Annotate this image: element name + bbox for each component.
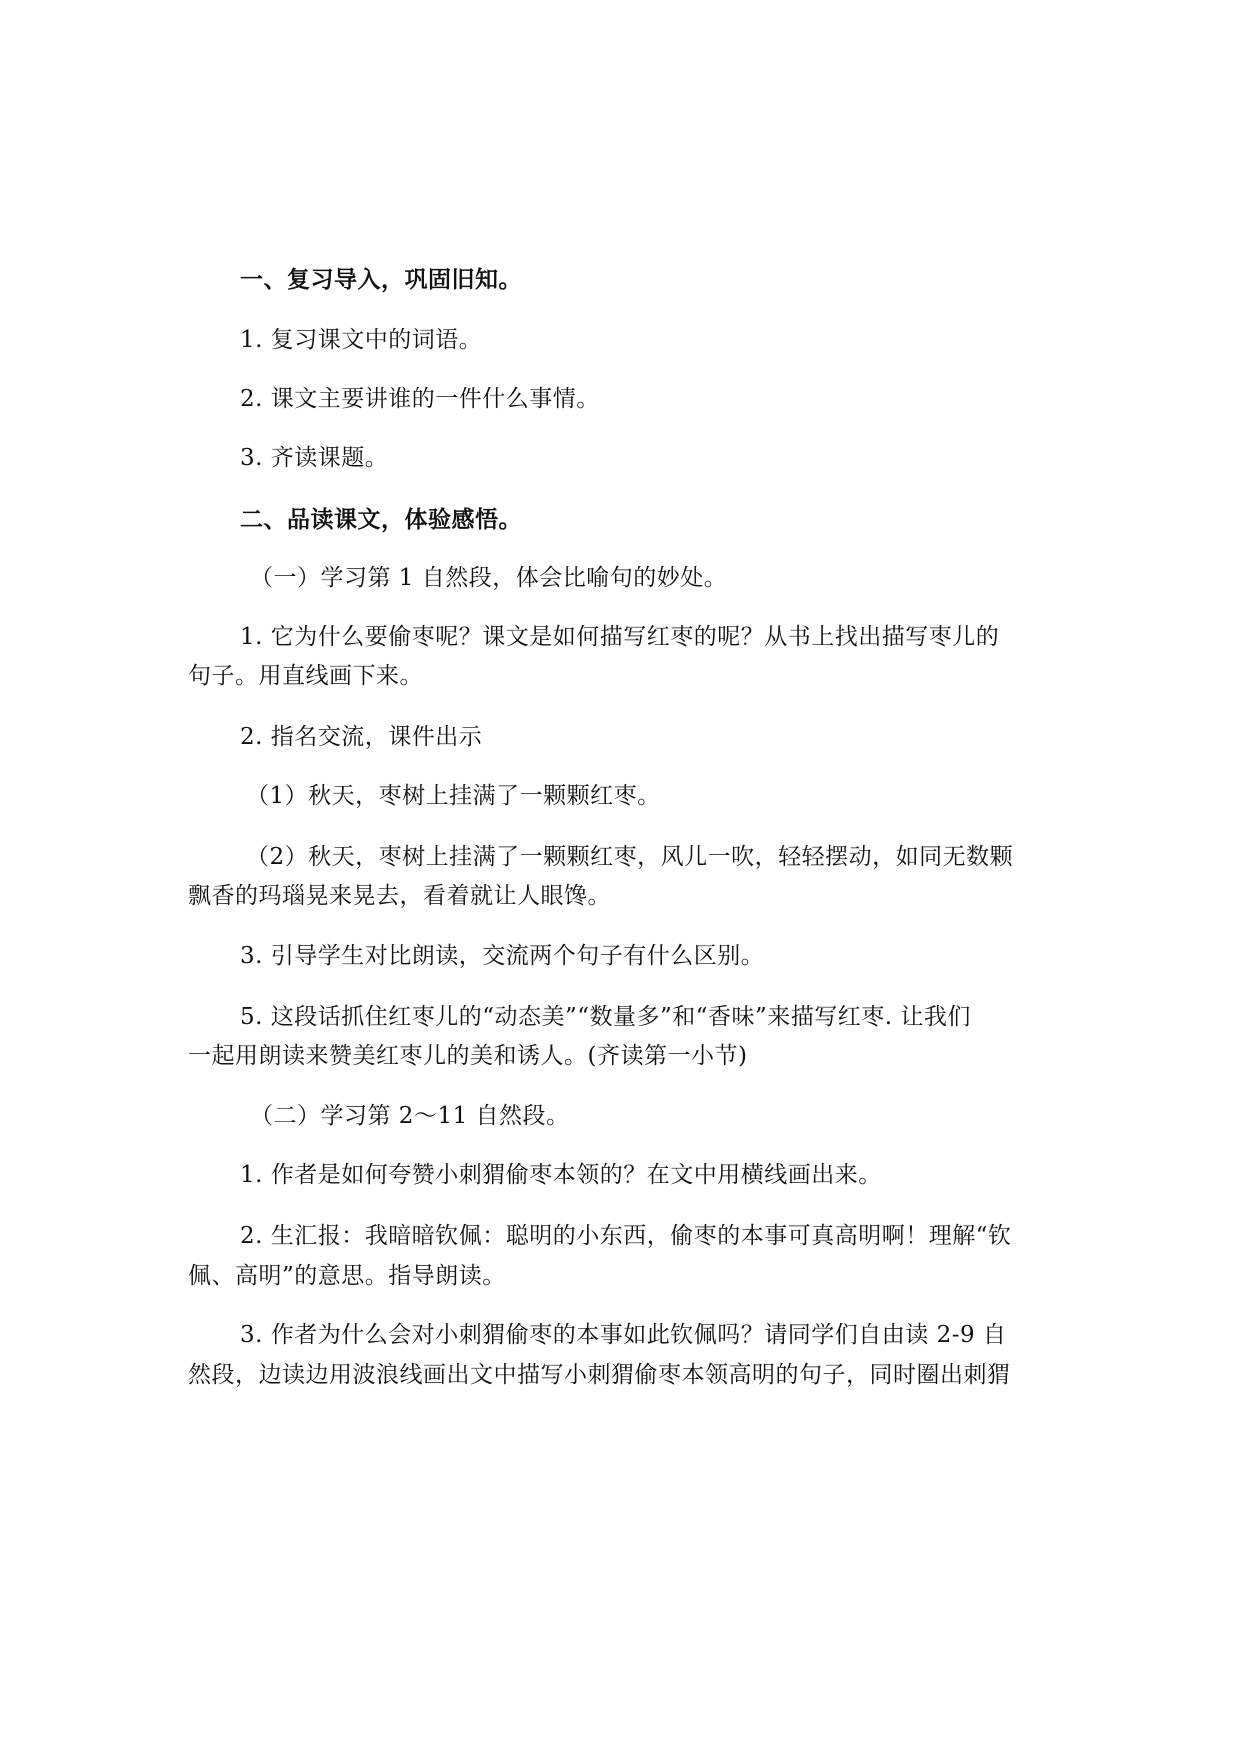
paragraph-line: 2. 课文主要讲谁的一件什么事情。 xyxy=(240,386,600,412)
paragraph-line: 2. 生汇报：我暗暗钦佩：聪明的小东西，偷枣的本事可真高明啊！理解“钦 xyxy=(240,1223,1012,1249)
paragraph-line: 2. 指名交流，课件出示 xyxy=(240,724,483,750)
subsection-heading: （一）学习第 1 自然段，体会比喻句的妙处。 xyxy=(250,565,728,591)
paragraph-line: 佩、高明”的意思。指导朗读。 xyxy=(188,1263,506,1289)
section-heading-1: 一、复习导入，巩固旧知。 xyxy=(240,266,522,293)
paragraph-line: 3. 齐读课题。 xyxy=(240,445,389,471)
quote-line: 飘香的玛瑙晃来晃去，看着就让人眼馋。 xyxy=(188,883,611,909)
paragraph-line: 1. 它为什么要偷枣呢？课文是如何描写红枣的呢？从书上找出描写枣儿的 xyxy=(240,624,1000,650)
paragraph-line: 3. 作者为什么会对小刺猬偷枣的本事如此钦佩吗？请同学们自由读 2-9 自 xyxy=(240,1322,1007,1348)
subsection-heading: （二）学习第 2～11 自然段。 xyxy=(250,1103,570,1129)
quote-line: （2）秋天，枣树上挂满了一颗颗红枣，风儿一吹，轻轻摆动，如同无数颗 xyxy=(246,844,1014,870)
section-heading-2: 二、品读课文，体验感悟。 xyxy=(240,506,522,533)
quote-line: （1）秋天，枣树上挂满了一颗颗红枣。 xyxy=(246,783,661,809)
paragraph-line: 然段，边读边用波浪线画出文中描写小刺猬偷枣本领高明的句子，同时圈出刺猬 xyxy=(188,1362,1011,1388)
paragraph-line: 3. 引导学生对比朗读，交流两个句子有什么区别。 xyxy=(240,943,765,969)
paragraph-line: 一起用朗读来赞美红枣儿的美和诱人。(齐读第一小节) xyxy=(188,1043,748,1069)
paragraph-line: 句子。用直线画下来。 xyxy=(188,663,423,689)
paragraph-line: 5. 这段话抓住红枣儿的“动态美”“数量多”和“香味”来描写红枣. 让我们 xyxy=(240,1004,971,1030)
paragraph-line: 1. 复习课文中的词语。 xyxy=(240,327,483,353)
paragraph-line: 1. 作者是如何夸赞小刺猬偷枣本领的？在文中用横线画出来。 xyxy=(240,1162,882,1188)
